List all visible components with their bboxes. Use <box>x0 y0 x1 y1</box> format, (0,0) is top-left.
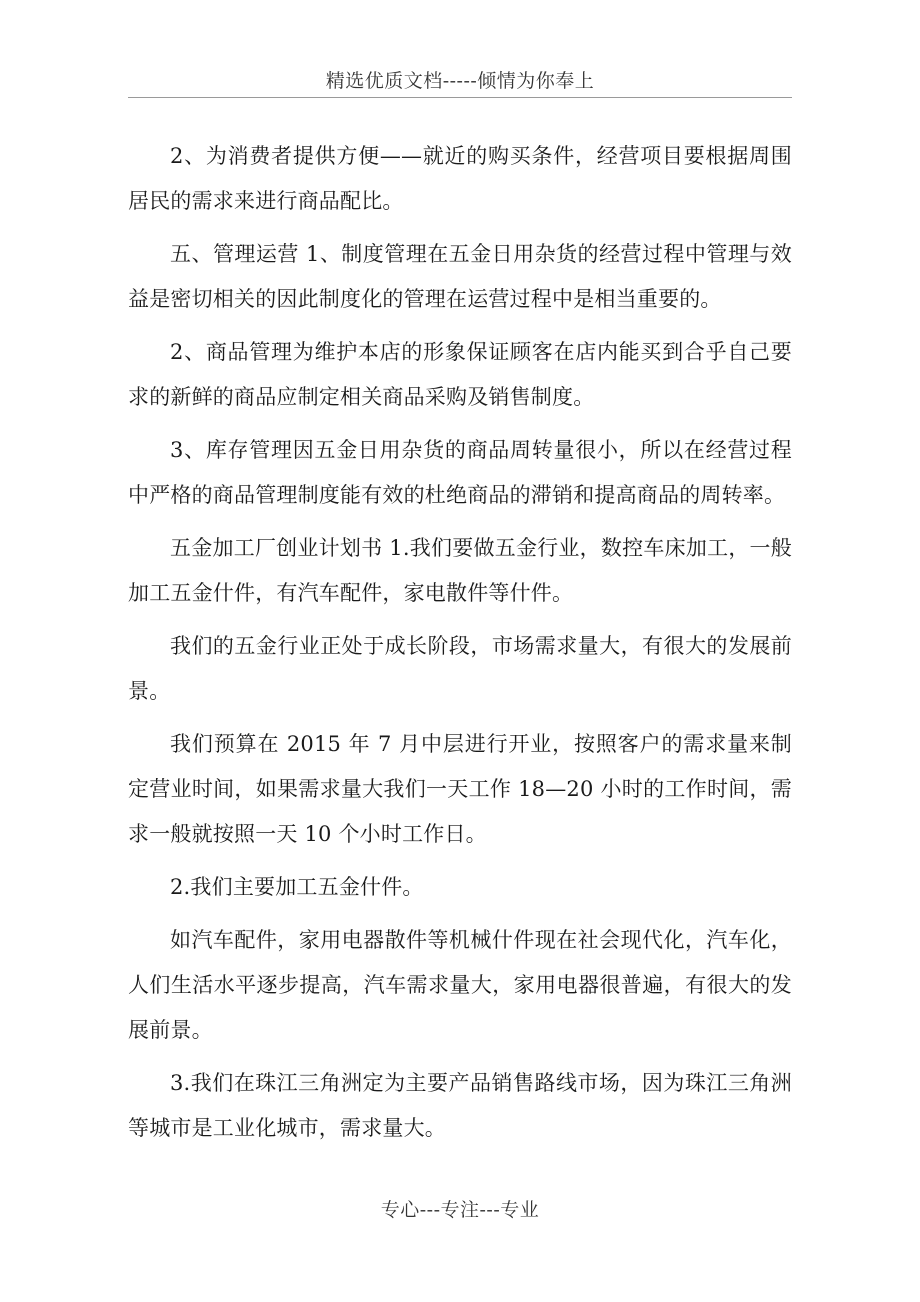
paragraph-8: 2.我们主要加工五金什件。 <box>170 875 424 899</box>
paragraph-7: 我们预算在 2015 年 7 月中层进行开业，按照客户的需求量来制定营业时间，如果需求量大我们一天工作 18—20 小时的工作时间，需求一般就按照一天 10 个小时工作日。 <box>128 732 792 846</box>
paragraph-2: 五、管理运营 1、制度管理在五金日用杂货的经营过程中管理与效益是密切相关的因此制度化的管理在运营过程中是相当重要的。 <box>128 242 792 311</box>
document-body <box>128 134 792 1159</box>
paragraph-5: 五金加工厂创业计划书 1.我们要做五金行业，数控车床加工，一般加工五金什件，有汽车配件，家电散件等什件。 <box>128 536 792 605</box>
paragraph-10: 3.我们在珠江三角洲定为主要产品销售路线市场，因为珠江三角洲等城市是工业化城市，需求量大。 <box>128 1071 792 1140</box>
paragraph-9: 如汽车配件，家用电器散件等机械什件现在社会现代化，汽车化，人们生活水平逐步提高，汽车需求量大，家用电器很普遍，有很大的发展前景。 <box>128 928 792 1042</box>
page-footer: 专心---专注---专业 <box>380 1199 540 1221</box>
paragraph-6: 我们的五金行业正处于成长阶段，市场需求量大，有很大的发展前景。 <box>128 634 792 703</box>
header-divider <box>128 97 792 98</box>
paragraph-3: 2、商品管理为维护本店的形象保证顾客在店内能买到合乎自己要求的新鲜的商品应制定相关商品采购及销售制度。 <box>128 340 792 409</box>
paragraph-1: 2、为消费者提供方便——就近的购买条件，经营项目要根据周围居民的需求来进行商品配比。 <box>128 144 792 213</box>
paragraph-4: 3、库存管理因五金日用杂货的商品周转量很小，所以在经营过程中严格的商品管理制度能有效的杜绝商品的滞销和提高商品的周转率。 <box>128 438 792 507</box>
page-header: 精选优质文档-----倾情为你奉上 <box>325 70 595 92</box>
